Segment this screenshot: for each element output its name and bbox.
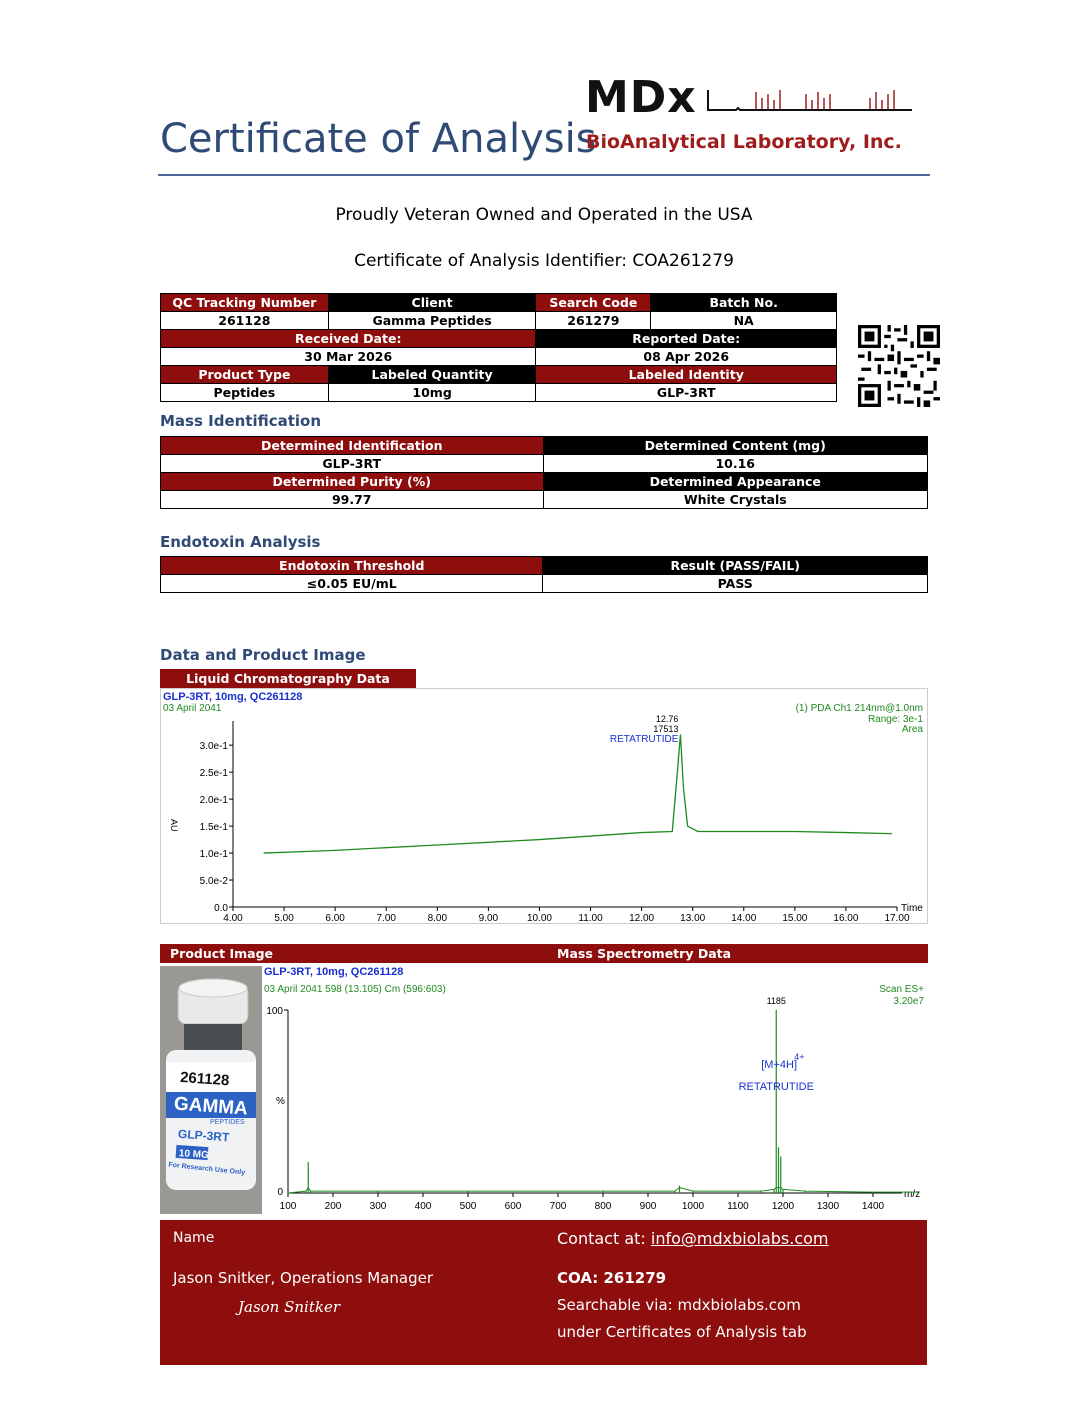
page-title: Certificate of Analysis — [160, 116, 597, 162]
footer-coa: COA: 261279 — [557, 1269, 667, 1287]
lc-xtick-label: 9.00 — [478, 913, 499, 923]
header-qc-tracking: QC Tracking Number — [161, 294, 329, 312]
lc-xtick-label: 16.00 — [833, 913, 859, 923]
footer-search-line: Searchable via: mdxbiolabs.com — [557, 1296, 801, 1314]
client-value: Gamma Peptides — [328, 312, 536, 330]
header-endotoxin-result: Result (PASS/FAIL) — [543, 557, 928, 575]
footer-contact-panel — [160, 1220, 927, 1365]
ms-ion-label: [M+4H] — [761, 1059, 798, 1071]
vial-product-text: GLP-3RT — [177, 1126, 230, 1145]
lc-xlabel: Time — [901, 903, 923, 914]
ms-data-label: Mass Spectrometry Data — [557, 946, 732, 961]
lc-xtick-label: 4.00 — [223, 913, 243, 923]
lc-xtick-label: 10.00 — [526, 913, 552, 923]
ms-spectrum-chart — [262, 964, 928, 1214]
header-batch-no: Batch No. — [651, 294, 837, 312]
header-endotoxin-threshold: Endotoxin Threshold — [161, 557, 543, 575]
ms-mode: Scan ES+ — [879, 984, 924, 995]
reported-date-value: 08 Apr 2026 — [536, 348, 837, 366]
lc-chromatogram-chart — [161, 689, 927, 923]
lc-peak-area: 17513 — [653, 724, 679, 734]
lc-xtick-label: 15.00 — [782, 913, 808, 923]
logo-subtitle: BioAnalytical Laboratory, Inc. — [586, 131, 902, 153]
lc-peak-label: RETATRUTIDE — [609, 734, 679, 745]
header-labeled-quantity: Labeled Quantity — [328, 366, 536, 384]
search-code-value: 261279 — [536, 312, 651, 330]
qr-code-icon[interactable] — [858, 325, 940, 407]
ms-xtick-label: 200 — [324, 1201, 342, 1212]
section-endotoxin-analysis: Endotoxin Analysis — [160, 533, 321, 551]
logo-chromatogram-icon — [706, 80, 916, 120]
ms-ytick-label-100: 100 — [266, 1006, 283, 1017]
lc-xtick-label: 11.00 — [578, 913, 603, 923]
ms-xtick-label: 400 — [414, 1201, 432, 1212]
batch-no-value: NA — [651, 312, 837, 330]
header-search-code: Search Code — [536, 294, 651, 312]
product-ms-bar — [160, 944, 928, 963]
mass-identification-table — [160, 436, 928, 509]
lc-xtick-label: 8.00 — [427, 913, 448, 923]
contact-label: Contact at: — [557, 1229, 646, 1248]
ms-charge-label: 4+ — [794, 1052, 805, 1062]
coa-identifier: Certificate of Analysis Identifier: COA261279 — [354, 251, 734, 271]
lc-xtick-label: 12.00 — [629, 913, 655, 923]
ms-xtick-label: 300 — [369, 1201, 387, 1212]
ms-sample-name: GLP-3RT, 10mg, QC261128 — [264, 966, 404, 978]
lc-xtick-label: 6.00 — [325, 913, 345, 923]
vial-brand-text: GAMMA — [173, 1093, 249, 1120]
lc-xtick-label: 13.00 — [680, 913, 706, 923]
logo-mdx: MDx — [585, 72, 697, 123]
determined-purity-value: 99.77 — [161, 491, 544, 509]
ms-ylabel: % — [276, 1096, 285, 1107]
contact-email-link[interactable]: info@mdxbiolabs.com — [650, 1229, 829, 1248]
ms-peak-mz: 1185 — [766, 996, 786, 1006]
lc-ytick-label: 3.0e-1 — [199, 741, 228, 753]
lc-date: 03 April 2041 — [163, 703, 222, 714]
lc-mode: Area — [901, 724, 923, 735]
ms-xtick-label: 100 — [279, 1201, 297, 1212]
product-vial-image — [160, 966, 262, 1214]
header-product-type: Product Type — [161, 366, 329, 384]
footer-contact — [557, 1229, 829, 1248]
received-date-value: 30 Mar 2026 — [161, 348, 536, 366]
lc-ytick-label: 2.0e-1 — [199, 795, 228, 807]
qc-tracking-value: 261128 — [161, 312, 329, 330]
ms-xtick-label: 1200 — [771, 1201, 795, 1212]
footer-name-label: Name — [173, 1230, 215, 1246]
lc-chromatogram-panel — [160, 688, 928, 924]
vial-lot-text: 261128 — [179, 1068, 230, 1090]
ms-xtick-label: 1400 — [861, 1201, 885, 1212]
header-divider — [158, 174, 930, 176]
header-determined-identification: Determined Identification — [161, 437, 544, 455]
lc-xtick-label: 7.00 — [376, 913, 396, 923]
section-mass-identification: Mass Identification — [160, 412, 322, 430]
lc-ylabel: AU — [169, 819, 179, 832]
tagline: Proudly Veteran Owned and Operated in the USA — [335, 205, 753, 225]
ms-xtick-label: 800 — [594, 1201, 612, 1212]
labeled-quantity-value: 10mg — [328, 384, 536, 402]
lc-ytick-label: 1.0e-1 — [199, 849, 228, 861]
signature: Jason Snitker — [238, 1298, 341, 1316]
header-determined-appearance: Determined Appearance — [543, 473, 928, 491]
lc-sample-name: GLP-3RT, 10mg, QC261128 — [163, 691, 303, 703]
ms-xtick-label: 1300 — [816, 1201, 840, 1212]
lc-ytick-label: 1.5e-1 — [199, 822, 228, 834]
header-determined-purity: Determined Purity (%) — [161, 473, 544, 491]
ms-xlabel: m/z — [904, 1189, 921, 1200]
section-data-product-image: Data and Product Image — [160, 646, 366, 664]
sample-info-table — [160, 293, 837, 402]
header-labeled-identity: Labeled Identity — [536, 366, 837, 384]
footer-tab-line: under Certificates of Analysis tab — [557, 1323, 807, 1341]
determined-appearance-value: White Crystals — [543, 491, 928, 509]
product-image-label: Product Image — [170, 946, 274, 961]
header-reported-date: Reported Date: — [536, 330, 837, 348]
lc-detector: (1) PDA Ch1 214nm@1.0nm — [795, 703, 923, 714]
vial-brand-sub-text: PEPTIDES — [210, 1119, 245, 1126]
ms-xtick-label: 1000 — [681, 1201, 705, 1212]
ms-spectrum-panel — [262, 964, 928, 1214]
ms-xtick-label: 500 — [459, 1201, 477, 1212]
determined-content-value: 10.16 — [543, 455, 928, 473]
lc-ytick-label: 5.0e-2 — [199, 876, 228, 888]
endotoxin-result-value: PASS — [543, 575, 928, 593]
ms-peak-label: RETATRUTIDE — [738, 1081, 814, 1093]
lc-trace-line — [264, 734, 892, 853]
ms-xtick-label: 1100 — [727, 1201, 749, 1212]
header-client: Client — [328, 294, 536, 312]
lc-data-bar: Liquid Chromatography Data — [160, 669, 416, 688]
header-received-date: Received Date: — [161, 330, 536, 348]
ms-xtick-label: 900 — [639, 1201, 657, 1212]
lc-xtick-label: 5.00 — [274, 913, 294, 923]
labeled-identity-value: GLP-3RT — [536, 384, 837, 402]
lc-ytick-label: 0.0 — [214, 903, 228, 914]
endotoxin-threshold-value: ≤0.05 EU/mL — [161, 575, 543, 593]
ms-scan-info: 03 April 2041 598 (13.105) Cm (596:603) — [264, 984, 446, 995]
ms-xtick-label: 700 — [549, 1201, 567, 1212]
vial-note-text: For Research Use Only — [168, 1161, 246, 1177]
lc-peak-time: 12.76 — [655, 714, 679, 724]
determined-identification-value: GLP-3RT — [161, 455, 544, 473]
product-type-value: Peptides — [161, 384, 329, 402]
header-determined-content: Determined Content (mg) — [543, 437, 928, 455]
lc-range: Range: 3e-1 — [867, 714, 923, 725]
lc-xtick-label: 17.00 — [884, 913, 910, 923]
endotoxin-table — [160, 556, 928, 593]
ms-intensity: 3.20e7 — [893, 996, 924, 1007]
vial-qty-text: 10 MG — [178, 1148, 210, 1162]
lc-ytick-label: 2.5e-1 — [199, 768, 228, 780]
lc-xtick-label: 14.00 — [731, 913, 757, 923]
ms-ytick-label-0: 0 — [277, 1187, 283, 1198]
footer-person: Jason Snitker, Operations Manager — [173, 1269, 434, 1287]
ms-xtick-label: 600 — [504, 1201, 522, 1212]
